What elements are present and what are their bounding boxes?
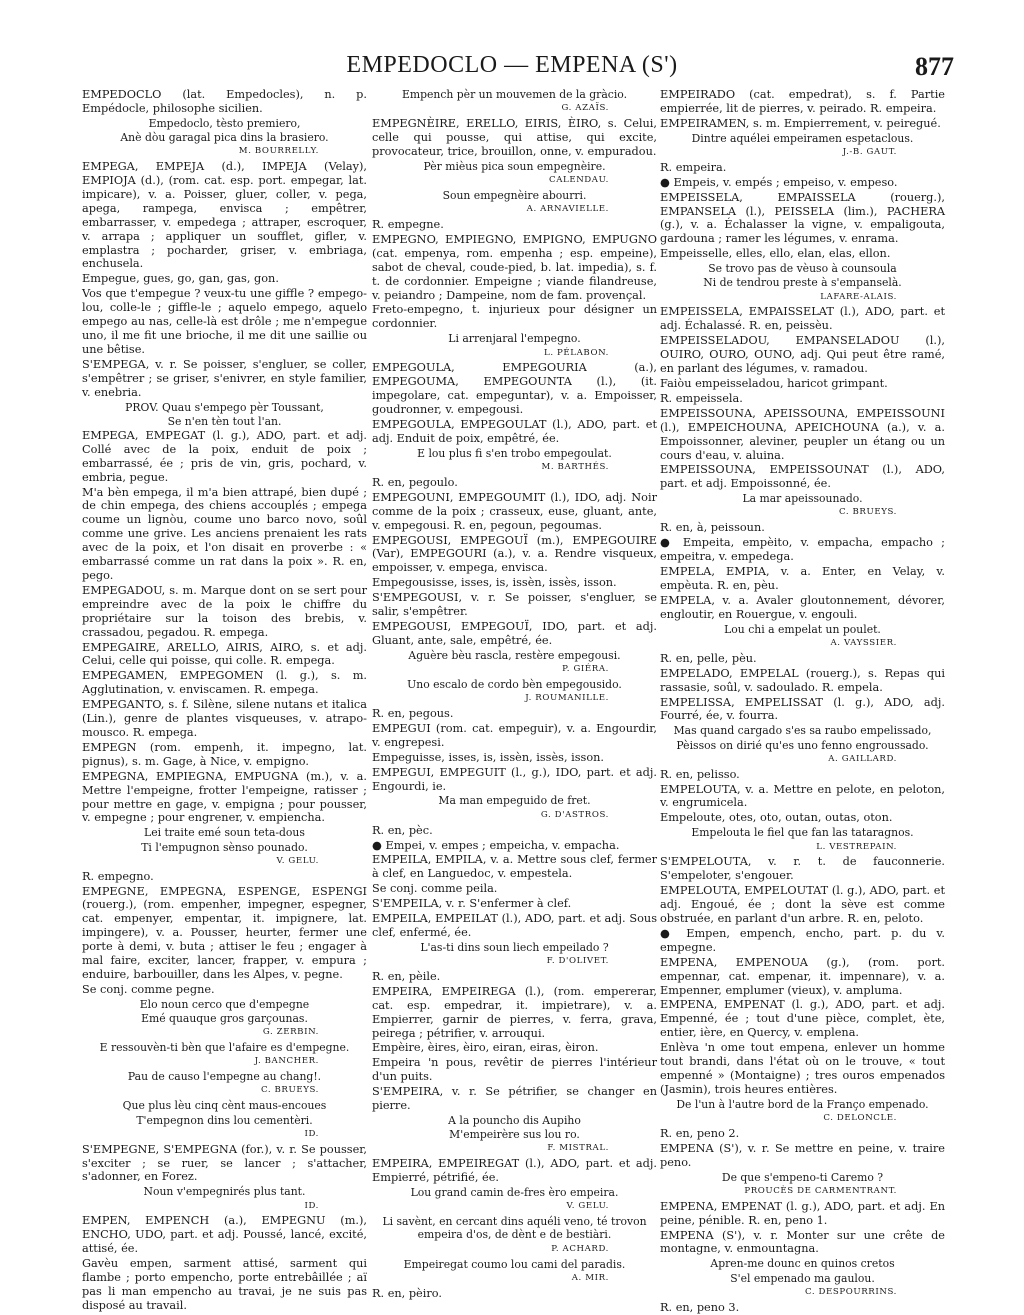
dictionary-entry: EMPEGA, EMPEJA (d.), IMPEJA (Velay), EMPIOJA (d.), (rom. cat. esp. port. empegar, lat. impicare), v. a. Poisser, gluer, coller, v. pega, apega, rampega, envisca ; empêtrer, embarrasser, v. empedega ; attraper, escroquer, v. arrapa ; appliquer un soufflet, gifler, v. emplastra ; pocharder, griser, v. embriaga, enchusela. [82, 160, 367, 271]
dictionary-entry: ● Empei, v. empes ; empeicha, v. empacha. [372, 838, 620, 852]
dictionary-entry: Enlèva 'n ome tout empena, enlever un homme tout brandi, dans l'état où on le trouve, « tout empenné » (Montaigne) ; tres ouros empenados (Jasmin), trois heures entières. [660, 1041, 945, 1096]
quotation-line: Uno escalo de cordo bèn empegousido. [407, 677, 622, 691]
quotation-line: Pèissos on dirié qu'es uno fenno engroussado. [676, 738, 929, 752]
dictionary-entry: EMPEGA, EMPEGAT (l. g.), ADO, part. et adj. Collé avec de la poix, enduit de poix ; embarrassé, ée ; pris de vin, gris, pochard, v. embria, pegue. [82, 428, 367, 484]
dictionary-entry: EMPEGOUNI, EMPEGOUMIT (l.), IDO, adj. Noir comme de la poix ; crasseux, euse, gluant, ante, v. empegousi. R. en, pegoun, pegoumas. [372, 490, 657, 532]
right-column [660, 88, 945, 1314]
dictionary-entry: EMPEISSOUNA, APEISSOUNA, EMPEISSOUNI (l.), EMPEICHOUNA, APEICHOUNA (a.), v. a. Empoissonner, aleviner, peupler un étang ou un cours d'eau, v. aluina. [660, 406, 945, 462]
dictionary-entry: R. en, pèiro. [372, 1286, 442, 1300]
quotation-line: E ressouvèn-ti bèn que l'afaire es d'empegne. [99, 1041, 350, 1055]
quotation-author: P. GIÉRA. [562, 664, 609, 675]
quotation-line: PROV. Quau s'empego pèr Toussant, [125, 400, 324, 414]
quotation-line: Ni de tendrou preste à s'empanselà. [703, 276, 902, 290]
dictionary-entry: R. en, pegous. [372, 707, 454, 721]
quotation-line: A la pouncho dis Aupiho [448, 1114, 581, 1128]
quotation-line: Ti l'empugnon sènso pounado. [141, 840, 308, 854]
quotation-author: ID. [304, 1200, 319, 1211]
quotation-author: J. ROUMANILLE. [525, 693, 609, 704]
dictionary-entry: EMPEISSOUNA, EMPEISSOUNAT (l.), ADO, part. et adj. Empoissonné, ée. [660, 463, 945, 491]
dictionary-entry: R. en, pelle, pèu. [660, 651, 757, 665]
quotation-author: M. BARTHÉS. [541, 462, 609, 473]
quotation-line: E lou plus fi s'en trobo empegoulat. [417, 446, 612, 460]
dictionary-entry: R. empegno. [82, 869, 154, 883]
quotation-line: Lou grand camin de-fres èro empeira. [410, 1186, 619, 1200]
middle-column [372, 88, 657, 1298]
dictionary-entry: EMPEILA, EMPILA, v. a. Mettre sous clef, fermer à clef, en Languedoc, v. empestela. [372, 853, 657, 881]
quotation-line: Se n'en tèn tout l'an. [167, 414, 282, 428]
dictionary-entry: EMPEN, EMPENCH (a.), EMPEGNU (m.), ENCHO, UDO, part. et adj. Poussé, lancé, excité, attisé, ée. [82, 1214, 367, 1256]
dictionary-entry: Empeguisse, isses, is, issèn, issès, isson. [372, 750, 605, 764]
dictionary-entry: S'EMPEILA, v. r. S'enfermer à clef. [372, 897, 572, 911]
quotation-line: Anè dòu garagal pica dins la brasiero. [120, 131, 329, 145]
dictionary-entry: Faiòu empeisseladou, haricot grimpant. [660, 377, 888, 391]
quotation-author: F. MISTRAL. [547, 1143, 609, 1154]
quotation-author: G. AZAÏS. [561, 103, 609, 114]
dictionary-entry: S'EMPEGOUSI, v. r. Se poisser, s'engluer, se salir, s'empêtrer. [372, 591, 657, 619]
dictionary-entry: R. en, pèc. [372, 823, 433, 837]
quotation-author: C. BRUEYS. [838, 507, 897, 518]
page-header [0, 52, 1024, 92]
quotation-line: T'empegnon dins lou cementèri. [136, 1113, 313, 1127]
quotation-author: V. GELU. [276, 855, 319, 866]
quotation-author: LAFARE-ALAIS. [820, 291, 897, 302]
quotation-line: Empeiregat coumo lou cami del paradis. [403, 1257, 626, 1271]
quotation-line: Empedoclo, tèsto premiero, [148, 116, 301, 130]
quotation-author: C. DELONCLE. [823, 1113, 897, 1124]
dictionary-entry: Gavèu empen, sarment attisé, sarment qui flambe ; porto empencho, porte entrebâillée ; aï pas li man empencho au travai, je ne suis pas disposé au travail. [82, 1257, 367, 1312]
quotation-author: J.-B. GAUT. [842, 146, 897, 157]
dictionary-entry: EMPEGOUSI, EMPEGOUÏ (m.), EMPEGOUIRE (Var), EMPEGOURI (a.), v. a. Rendre visqueux, empoisser, v. empega, envisca. [372, 533, 657, 575]
quotation-line: La mar apeissounado. [742, 492, 863, 506]
dictionary-entry: EMPEGNO, EMPIEGNO, EMPIGNO, EMPUGNO (cat. empenya, rom. empenha ; esp. empeine), sabot de cheval, coude-pied, b. lat. impedia), s. f. t. de cordonnier. Empeigne ; viande filandreuse, v. peiandro ; Dampeine, nom de fam. provençal. [372, 232, 657, 302]
quotation-line: L'as-ti dins soun liech empeilado ? [420, 940, 609, 954]
dictionary-entry: ● Empeita, empèito, v. empacha, empacho ; empeitra, v. empedega. [660, 536, 945, 564]
dictionary-entry: Empeloute, otes, oto, outan, outas, oton. [660, 811, 893, 825]
dictionary-entry: R. en, pegoulo. [372, 475, 458, 489]
dictionary-entry: Se conj. comme peila. [372, 882, 498, 896]
dictionary-entry: R. en, pèile. [372, 969, 441, 983]
dictionary-entry: R. en, pelisso. [660, 767, 740, 781]
quotation-line: Apren-me dounc en quinos cretos [710, 1257, 895, 1271]
dictionary-entry: EMPEIRADO (cat. empedrat), s. f. Partie empierrée, lit de pierres, v. peirado. R. empeira. [660, 88, 945, 115]
quotation-author: L. PÉLABON. [544, 347, 609, 358]
quotation-line: Lei traite emé soun teta-dous [144, 826, 305, 840]
quotation-author: M. BOURRELLY. [238, 146, 319, 157]
dictionary-entry: EMPEGN (rom. empenh, it. impegno, lat. pignus), s. m. Gage, à Nice, v. empigno. [82, 740, 367, 768]
quotation-author: ID. [304, 1128, 319, 1139]
quotation-line: De que s'empeno-ti Caremo ? [721, 1170, 884, 1184]
quotation-line: Elo noun cerco que d'empegne [139, 997, 310, 1011]
quotation-line: Aguère bèu rascla, restère empegousi. [408, 648, 621, 662]
dictionary-entry: EMPEIRA, EMPEIREGAT (l.), ADO, part. et adj. Empierré, pétrifié, ée. [372, 1157, 657, 1185]
dictionary-entry: R. en, peno 3. [660, 1300, 740, 1314]
dictionary-entry: EMPEDOCLO (lat. Empedocles), n. p. Empédocle, philosophe sicilien. [82, 88, 367, 115]
quotation-author: A. VAYSSIER. [830, 637, 897, 648]
quotation-author: A. ARNAVIELLE. [526, 204, 609, 215]
dictionary-entry: R. empegne. [372, 218, 444, 232]
dictionary-entry: EMPEGADOU, s. m. Marque dont on se sert pour empreindre avec de la poix le chiffre du propriétaire sur la toison des brebis, v. crassadou, pegadou. R. empega. [82, 583, 367, 639]
dictionary-entry: EMPEGANTO, s. f. Silène, silene nutans et italica (Lin.), genre de plantes visqueuses, v. atrapo-mousco. R. empega. [82, 698, 367, 739]
dictionary-entry: Empeira 'n pous, revêtir de pierres l'intérieur d'un puits. [372, 1056, 657, 1084]
dictionary-entry: EMPEISSELADOU, EMPANSELADOU (l.), OUIRO, OURO, OUNO, adj. Qui peut être ramé, en parlant des légumes, v. ramadou. [660, 334, 945, 376]
dictionary-entry: EMPEGOULA, EMPEGOULAT (l.), ADO, part. et adj. Enduit de poix, empêtré, ée. [372, 418, 657, 445]
quotation-author: PROUCÈS DE CARMENTRANT. [744, 1185, 897, 1196]
quotation-author: L. VESTREPAIN. [816, 841, 897, 852]
dictionary-entry: S'EMPEIRA, v. r. Se pétrifier, se changer en pierre. [372, 1085, 657, 1113]
dictionary-entry: EMPENA, EMPENAT (l. g.), ADO, part. et adj. En peine, pénible. R. en, peno 1. [660, 1199, 945, 1227]
quotation-line: De l'un à l'autre bord de la Franço empenado. [676, 1097, 929, 1111]
dictionary-entry: Vos que t'empegue ? veux-tu une giffle ? empego-lou, colle-le ; giffle-le ; aquelo empego, aquelo empego au nas, celle-là est drôle ; me n'empegue uno, il me fit une brioche, il me dit une saillie ou une bêtise. [82, 287, 367, 356]
dictionary-entry: EMPEIRA, EMPEIREGA (l.), (rom. empererar, cat. esp. empedrar, it. impietrare), v. a. Empierrer, garnir de pierres, v. ferra, grava, peirega ; pétrifier, v. arrouqui. [372, 984, 657, 1040]
dictionary-entry: S'EMPELOUTA, v. r. t. de fauconnerie. S'empeloter, s'engouer. [660, 855, 945, 883]
quotation-line: Soun empegnèire abourri. [442, 188, 587, 202]
dictionary-entry: R. empeira. [660, 160, 727, 174]
dictionary-entry: EMPENA, EMPENOUA (g.), (rom. port. empennar, cat. empenar, it. impennare), v. a. Empenner, emplumer (vieux), v. ampluma. [660, 955, 945, 997]
quotation-line: Noun v'empegnirés plus tant. [143, 1185, 306, 1199]
dictionary-entry: EMPEGNA, EMPIEGNA, EMPUGNA (m.), v. a. Mettre l'empeigne, frotter l'empeigne, ratisser ; pour mettre en gage, v. empigna ; pour pousser, v. empegne ; pour engrener, v. empiencha. [82, 769, 367, 825]
dictionary-entry: EMPELADO, EMPELAL (rouerg.), s. Repas qui rassasie, soûl, v. sadoulado. R. empela. [660, 666, 945, 694]
dictionary-entry: Empeisselle, elles, ello, elan, elas, ellon. [660, 247, 891, 261]
quotation-author: C. DESPOURRINS. [804, 1286, 897, 1297]
quotation-author: V. GELU. [566, 1201, 609, 1212]
quotation-author: G. D'ASTROS. [540, 809, 609, 820]
dictionary-entry: R. en, peno 2. [660, 1126, 740, 1140]
dictionary-entry: EMPELA, v. a. Avaler gloutonnement, dévorer, engloutir, en Rouergue, v. engouli. [660, 593, 945, 621]
dictionary-entry: EMPELA, EMPIA, v. a. Enter, en Velay, v. empèuta. R. en, pèu. [660, 565, 945, 592]
quotation-line: Li arrenjaral l'empegno. [448, 332, 581, 346]
left-column [82, 88, 367, 1312]
quotation-author: G. ZERBIN. [262, 1027, 319, 1038]
quotation-line: Empench pèr un mouvemen de la gràcio. [401, 88, 628, 101]
dictionary-entry: EMPEISSELA, EMPAISSELA (rouerg.), EMPANSELA (l.), PEISSELA (lim.), PACHERA (g.), v. a. Échalasser la vigne, v. empaligouta, gardouna ; ramer les légumes, v. enrama. [660, 190, 945, 246]
dictionary-entry: EMPEGNE, EMPEGNA, ESPENGE, ESPENGI (rouerg.), (rom. empenher, impegner, espegner, cat. empenyer, empentar, it. impignere, lat. impingere), v. a. Pousser, heurter, fermer une porte à demi, v. buta ; attiser le feu ; engager à mal faire, exciter, lancer, frapper, v. empura ; enduire, barbouiller, dans les Alpes, v. pegne. [82, 884, 367, 981]
dictionary-entry: EMPENA, EMPENAT (l. g.), ADO, part. et adj. Empenné, ée ; tout d'une pièce, complet, ète, entier, ière, en Quercy, v. emplena. [660, 998, 945, 1040]
dictionary-entry: EMPEGAMEN, EMPEGOMEN (l. g.), s. m. Agglutination, v. enviscamen. R. empega. [82, 669, 367, 697]
dictionary-entry: EMPEGNÈIRE, ERELLO, EIRIS, ÈIRO, s. Celui, celle qui pousse, qui attise, qui excite, provocateur, trice, brouillon, onne, v. empuradou. [372, 117, 657, 158]
quotation-line: Li savènt, en cercant dins aquéli veno, té trovon empeira d'os, de dènt e de bestiàri. [382, 1215, 647, 1242]
quotation-author: J. BANCHER. [254, 1056, 319, 1067]
dictionary-entry: EMPEGAIRE, ARELLO, AIRIS, AIRO, s. et adj. Celui, celle qui poisse, qui colle. R. empega. [82, 640, 367, 668]
dictionary-entry: EMPEGOUSI, EMPEGOUÏ, IDO, part. et adj. Gluant, ante, sale, empêtré, ée. [372, 620, 657, 647]
dictionary-entry: Empegousisse, isses, is, issèn, issès, isson. [372, 576, 617, 590]
dictionary-entry: EMPEGOULA, EMPEGOURIA (a.), EMPEGOUMA, EMPEGOUNTA (l.), (it. impegolare, cat. empeguntar), v. a. Empoisser, goudronner, v. empegousi. [372, 361, 657, 417]
dictionary-entry: EMPEILA, EMPEILAT (l.), ADO, part. et adj. Sous clef, enfermé, ée. [372, 912, 657, 939]
dictionary-entry: Se conj. comme pegne. [82, 982, 215, 996]
dictionary-entry: ● Empeis, v. empés ; empeiso, v. empeso. [660, 175, 898, 189]
quotation-line: M'empeirère sus lou ro. [449, 1128, 580, 1142]
dictionary-entry: Empèire, èires, èiro, eiran, eiras, èiron. [372, 1041, 599, 1055]
quotation-line: Empelouta le fiel que fan las tataragnos. [691, 826, 914, 840]
dictionary-entry: R. en, à, peissoun. [660, 521, 765, 535]
dictionary-entry: EMPEISSELA, EMPAISSELAT (l.), ADO, part. et adj. Échalassé. R. en, peissèu. [660, 305, 945, 333]
quotation-line: Que plus lèu cinq cènt maus-encoues [122, 1099, 327, 1113]
quotation-line: Dintre aquélei empeiramen espetaclous. [691, 131, 914, 145]
dictionary-entry: EMPENA (S'), v. r. Se mettre en peine, v. traire peno. [660, 1141, 945, 1169]
quotation-line: Pau de causo l'empegne au chang!. [127, 1070, 322, 1084]
dictionary-entry: EMPEIRAMEN, s. m. Empierrement, v. peiregué. [660, 116, 941, 130]
dictionary-entry: EMPENA (S'), v. r. Monter sur une crête de montagne, v. enmountagna. [660, 1228, 945, 1256]
dictionary-entry: M'a bèn empega, il m'a bien attrapé, bien dupé ; de chin empega, des chiens accouplés ; empega coume un lignòu, coume uno barco novo, soûl comme une grive. Les anciens prenaient les rats avec de la poix, et l'on disait en proverbe : « embarrassé comme un rat dans la poix ». R. en, pego. [82, 485, 367, 582]
running-title: EMPEDOCLO — EMPENA (S') [346, 52, 678, 78]
page-number: 877 [915, 52, 954, 81]
dictionary-entry: ● Empen, empench, encho, part. p. du v. empegne. [660, 926, 945, 954]
quotation-author: P. ACHARD. [551, 1243, 609, 1254]
dictionary-entry: Freto-empegno, t. injurieux pour désigner un cordonnier. [372, 303, 657, 331]
dictionary-entry: R. empeissela. [660, 391, 743, 405]
quotation-line: Lou chi a empelat un poulet. [724, 622, 881, 636]
quotation-line: Se trovo pas de vèuso à counsoula [708, 262, 897, 276]
quotation-author: F. D'OLIVET. [546, 956, 609, 967]
quotation-author: A. MIR. [571, 1272, 609, 1283]
quotation-line: Ma man empeguido de fret. [438, 794, 591, 808]
dictionary-entry: S'EMPEGA, v. r. Se poisser, s'engluer, se coller, s'empêtrer ; se griser, s'enivrer, en style familier, v. enebria. [82, 357, 367, 399]
quotation-line: S'el empenado ma gaulou. [730, 1271, 875, 1285]
quotation-line: Pèr mièus pica soun empegnèire. [423, 159, 606, 173]
dictionary-entry: Empegue, gues, go, gan, gas, gon. [82, 272, 279, 286]
dictionary-entry: EMPELOUTA, EMPELOUTAT (l. g.), ADO, part. et adj. Engoué, ée ; dont la sève est comme obstruée, en parlant d'un arbre. R. en, peloto. [660, 884, 945, 926]
quotation-line: Emé quauque gros garçounas. [141, 1011, 308, 1025]
quotation-line: Mas quand cargado s'es sa raubo empelissado, [673, 724, 932, 738]
quotation-author: C. BRUEYS. [260, 1085, 319, 1096]
dictionary-entry: S'EMPEGNE, S'EMPEGNA (for.), v. r. Se pousser, s'exciter ; se ruer, se lancer ; s'attacher, s'adonner, en Forez. [82, 1142, 367, 1184]
quotation-author: CALENDAU. [549, 175, 609, 186]
dictionary-entry: EMPEGUI, EMPEGUIT (l., g.), IDO, part. et adj. Engourdi, ie. [372, 765, 657, 793]
dictionary-entry: EMPEGUI (rom. cat. empeguir), v. a. Engourdir, v. engrepesi. [372, 721, 657, 749]
quotation-author: A. GAILLARD. [828, 753, 897, 764]
dictionary-entry: EMPELOUTA, v. a. Mettre en pelote, en peloton, v. engrumicela. [660, 782, 945, 810]
dictionary-entry: EMPELISSA, EMPELISSAT (l. g.), ADO, adj. Fourré, ée, v. fourra. [660, 695, 945, 723]
